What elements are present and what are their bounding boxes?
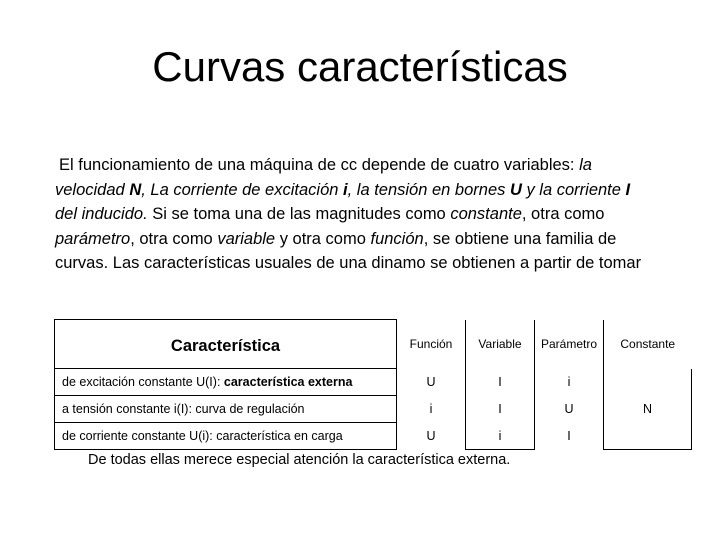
- paragraph-italic: y la corriente: [521, 180, 626, 199]
- cell-variable: I: [466, 369, 535, 396]
- header-constante: Constante: [604, 320, 692, 369]
- paragraph-bold-var: i: [343, 180, 348, 199]
- footnote: De todas ellas merece especial atención la característica externa.: [88, 452, 511, 468]
- header-funcion: Función: [409, 337, 453, 351]
- paragraph-line-1: [55, 153, 705, 178]
- cell-parametro: U: [564, 402, 574, 416]
- cell-parametro: I: [567, 429, 571, 443]
- cell-parametro: i: [567, 375, 571, 389]
- paragraph-text: , otra como: [521, 205, 605, 223]
- header-parametro: Parámetro: [540, 337, 598, 351]
- row-desc-text: de excitación constante U(I):: [62, 375, 224, 389]
- paragraph-text: y otra como: [275, 229, 371, 248]
- paragraph-text: , se obtiene una familia de: [423, 229, 617, 248]
- paragraph-line-5: curvas. Las características usuales de una dinamo se obtienen a partir de tomar: [55, 254, 642, 272]
- cell-funcion: U: [426, 429, 436, 443]
- cell-constante: N: [604, 369, 692, 450]
- header-caracteristica: Característica: [55, 320, 397, 369]
- paragraph-italic: función: [370, 229, 424, 248]
- paragraph-bold-var: I: [625, 180, 631, 199]
- row-desc-bold: característica externa: [223, 375, 353, 389]
- intro-paragraph: [55, 153, 705, 276]
- paragraph-italic: , la tensión en bornes: [347, 180, 510, 199]
- paragraph-italic: velocidad: [55, 180, 130, 199]
- paragraph-italic: del inducido.: [55, 205, 148, 223]
- table-row: [55, 423, 692, 450]
- row-description: de corriente constante U(i): característica en carga: [55, 423, 397, 450]
- paragraph-bold-var: N: [129, 180, 142, 199]
- paragraph-italic: la: [579, 156, 592, 174]
- cell-funcion: U: [426, 375, 436, 389]
- table-row: [55, 369, 692, 396]
- characteristics-table: [54, 319, 692, 450]
- paragraph-italic: parámetro: [55, 229, 131, 248]
- paragraph-line-2: [55, 178, 705, 203]
- row-description: a tensión constante i(I): curva de regulación: [55, 396, 397, 423]
- page-title: Curvas características: [152, 43, 568, 90]
- header-variable: Variable: [466, 320, 535, 369]
- table-row: [55, 396, 692, 423]
- table-header-row: [55, 320, 692, 369]
- paragraph-text: , otra como: [130, 229, 218, 248]
- paragraph-italic: , La corriente de excitación: [141, 180, 344, 199]
- paragraph-italic: constante: [450, 205, 522, 223]
- paragraph-line-3: [55, 202, 705, 227]
- paragraph-text: El funcionamiento de una máquina de cc depende de cuatro variables:: [59, 156, 580, 174]
- paragraph-line-4: [55, 227, 705, 252]
- cell-variable: I: [466, 396, 535, 423]
- paragraph-italic: variable: [217, 229, 276, 248]
- cell-variable: i: [466, 423, 535, 450]
- paragraph-bold-var: U: [509, 180, 522, 199]
- paragraph-text: Si se toma una de las magnitudes como: [147, 205, 451, 223]
- cell-funcion: i: [429, 402, 433, 416]
- row-description: [55, 369, 397, 396]
